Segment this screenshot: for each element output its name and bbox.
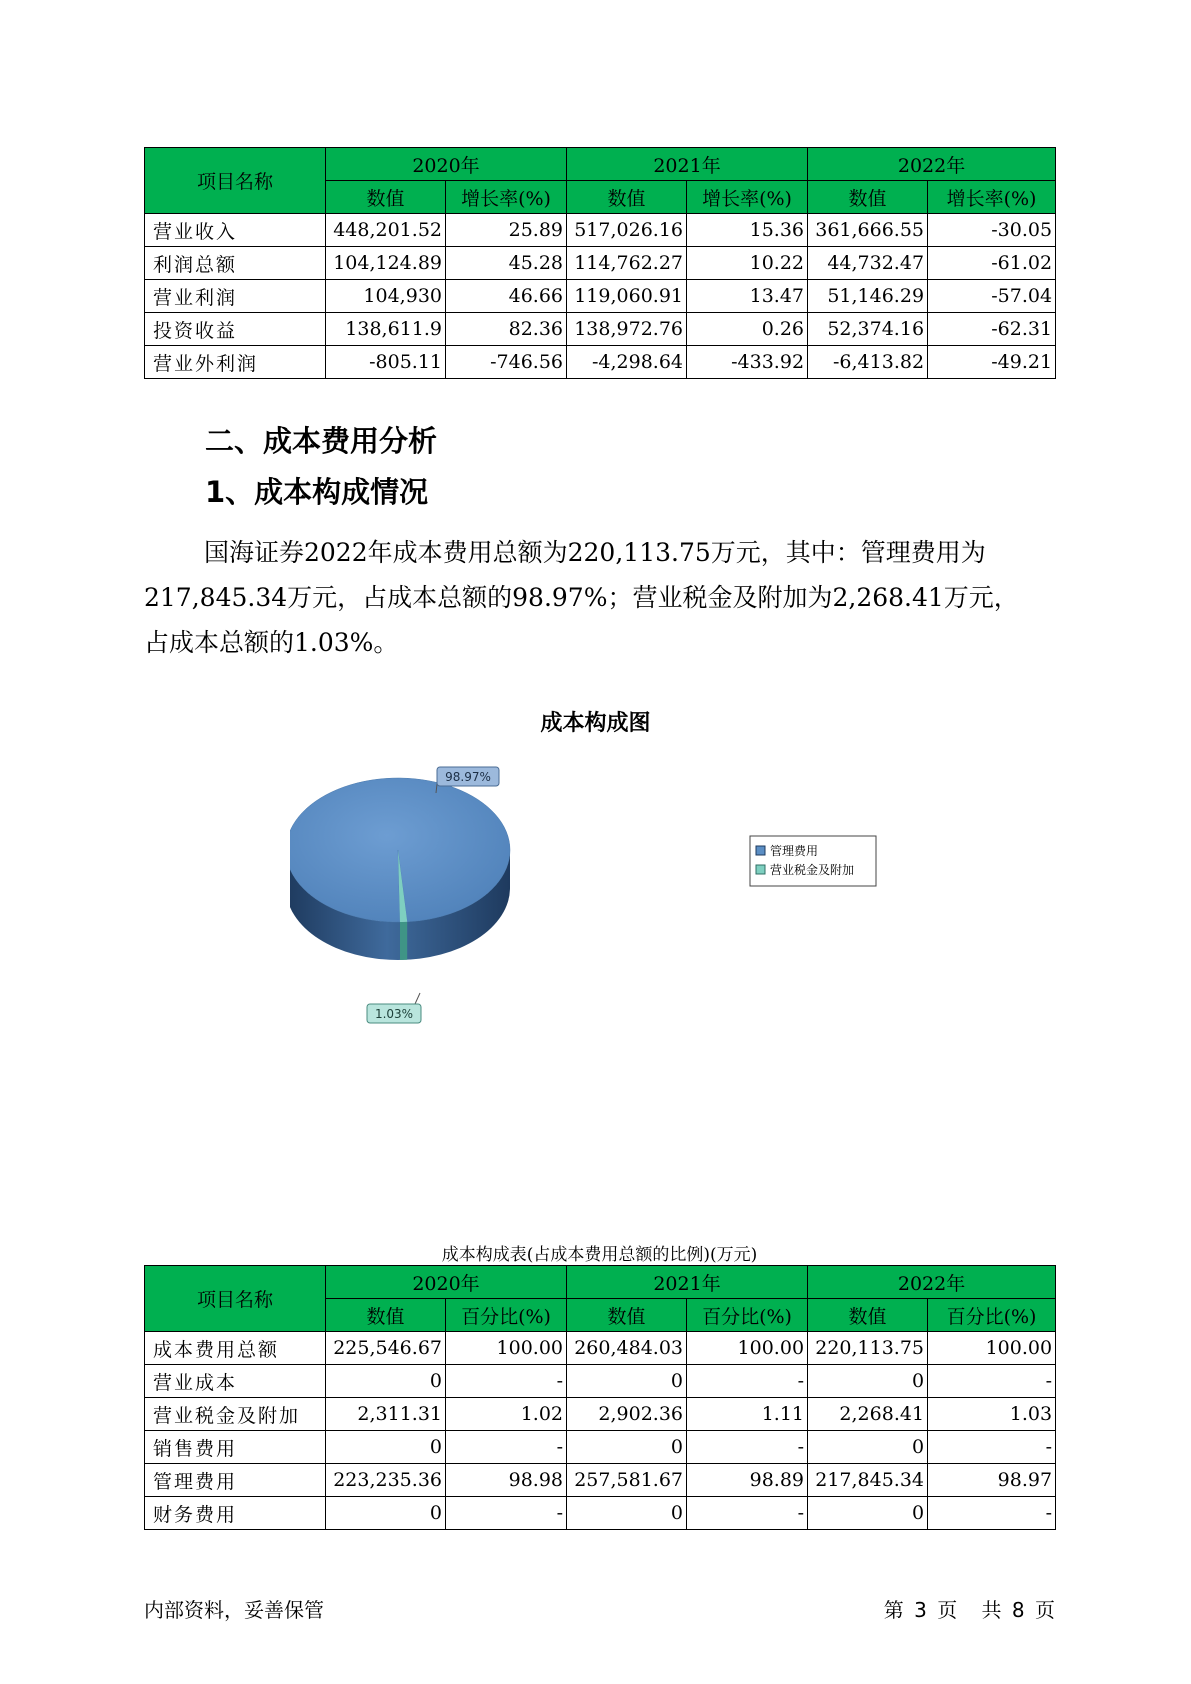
value-subheader: 数值 [808,181,928,214]
paragraph-line: 国海证券2022年成本费用总额为220,113.75万元，其中：管理费用为 [204,538,986,567]
table-cell: 1.02 [446,1398,567,1431]
table-cell: - [928,1431,1056,1464]
table-cell: -49.21 [928,346,1056,379]
row-label: 财务费用 [145,1497,326,1530]
value-subheader: 数值 [567,1299,687,1332]
legend-swatch [756,865,765,874]
table-cell: 138,611.9 [326,313,446,346]
row-label: 销售费用 [145,1431,326,1464]
data-label: 1.03% [374,1007,414,1021]
table-row [145,1431,1056,1464]
table-cell: 104,930 [326,280,446,313]
table-cell: 82.36 [446,313,567,346]
table-caption: 成本构成表(占成本费用总额的比例)(万元) [441,1245,758,1265]
table-row [145,313,1056,346]
total-prefix: 共 [981,1598,1002,1622]
table-cell: - [446,1365,567,1398]
table-cell: - [446,1431,567,1464]
rate-subheader: 增长率(%) [446,181,567,214]
legend-label: 管理费用 [770,844,819,858]
legend-label: 营业税金及附加 [770,863,855,877]
table-row [145,1464,1056,1497]
table-cell: -433.92 [687,346,808,379]
item-header: 项目名称 [145,1266,326,1332]
page-number [880,1594,1055,1623]
value-subheader: 数值 [326,1299,446,1332]
table-cell: 0 [808,1431,928,1464]
table-row [145,247,1056,280]
table-cell: 114,762.27 [567,247,687,280]
table-row [145,1497,1056,1530]
table-row [145,1332,1056,1365]
current-page: 3 [914,1598,927,1622]
table-cell: 2,902.36 [567,1398,687,1431]
table-cell: 138,972.76 [567,313,687,346]
legend-swatch [756,846,765,855]
year-header: 2022年 [808,1266,1056,1299]
table-cell: -57.04 [928,280,1056,313]
pie-chart [290,760,910,1030]
table-cell: 220,113.75 [808,1332,928,1365]
table-row [145,1398,1056,1431]
table-cell: 2,311.31 [326,1398,446,1431]
table-cell: 225,546.67 [326,1332,446,1365]
table-cell: 0 [808,1365,928,1398]
table-cell: 51,146.29 [808,280,928,313]
table-cell: 0 [326,1431,446,1464]
value-subheader: 数值 [567,181,687,214]
row-label: 营业税金及附加 [145,1398,326,1431]
table-cell: 25.89 [446,214,567,247]
table-cell: 257,581.67 [567,1464,687,1497]
data-label: 98.97% [445,770,491,784]
table-cell: 44,732.47 [808,247,928,280]
row-label: 成本费用总额 [145,1332,326,1365]
row-label: 营业外利润 [145,346,326,379]
item-header: 项目名称 [145,148,326,214]
row-label: 营业成本 [145,1365,326,1398]
sub-heading: 1、成本构成情况 [205,475,429,509]
table-cell: 13.47 [687,280,808,313]
table-cell: 104,124.89 [326,247,446,280]
page-unit: 页 [937,1598,958,1622]
table-cell: 2,268.41 [808,1398,928,1431]
table-row [145,346,1056,379]
table-cell: 119,060.91 [567,280,687,313]
table-cell: -746.56 [446,346,567,379]
table-cell: 217,845.34 [808,1464,928,1497]
table-row [145,1365,1056,1398]
row-label: 投资收益 [145,313,326,346]
profit-table [144,147,1056,379]
table-cell: 361,666.55 [808,214,928,247]
rate-subheader: 增长率(%) [687,181,808,214]
total-suffix: 页 [1035,1598,1055,1622]
table-row [145,280,1056,313]
table-cell: 98.98 [446,1464,567,1497]
section-heading: 二、成本费用分析 [205,424,438,458]
row-label: 营业收入 [145,214,326,247]
table-cell: -61.02 [928,247,1056,280]
value-subheader: 数值 [808,1299,928,1332]
row-label: 管理费用 [145,1464,326,1497]
cost-table [144,1265,1056,1530]
table-cell: 448,201.52 [326,214,446,247]
pie-slice-side [400,922,407,960]
table-cell: - [687,1365,808,1398]
table-cell: 100.00 [446,1332,567,1365]
paragraph-line: 占成本总额的1.03%。 [144,628,399,657]
footer-note: 内部资料，妥善保管 [144,1598,324,1622]
year-header: 2021年 [567,148,808,181]
table-cell: -62.31 [928,313,1056,346]
table-cell: 45.28 [446,247,567,280]
table-cell: - [928,1497,1056,1530]
table-cell: - [446,1497,567,1530]
table-cell: -805.11 [326,346,446,379]
table-cell: 46.66 [446,280,567,313]
table-cell: 98.89 [687,1464,808,1497]
table-cell: -4,298.64 [567,346,687,379]
table-cell: 100.00 [687,1332,808,1365]
table-cell: 15.36 [687,214,808,247]
table-cell: - [687,1497,808,1530]
value-subheader: 数值 [326,181,446,214]
table-cell: 0.26 [687,313,808,346]
leader-line [415,993,420,1004]
total-pages: 8 [1011,1598,1025,1622]
table-cell: - [687,1431,808,1464]
table-cell: 517,026.16 [567,214,687,247]
year-header: 2021年 [567,1266,808,1299]
pct-subheader: 百分比(%) [687,1299,808,1332]
table-cell: 0 [808,1497,928,1530]
table-cell: 10.22 [687,247,808,280]
table-cell: 1.03 [928,1398,1056,1431]
table-cell: 1.11 [687,1398,808,1431]
row-label: 利润总额 [145,247,326,280]
table-cell: 100.00 [928,1332,1056,1365]
table-cell: 0 [326,1497,446,1530]
table-cell: 260,484.03 [567,1332,687,1365]
year-header: 2020年 [326,1266,567,1299]
table-cell: 98.97 [928,1464,1056,1497]
table-cell: 0 [567,1365,687,1398]
chart-title: 成本构成图 [540,711,651,736]
summary-paragraph [144,530,1055,665]
table-cell: - [928,1365,1056,1398]
table-cell: -30.05 [928,214,1056,247]
table-cell: -6,413.82 [808,346,928,379]
page-prefix: 第 [883,1598,904,1622]
year-header: 2022年 [808,148,1056,181]
row-label: 营业利润 [145,280,326,313]
rate-subheader: 增长率(%) [928,181,1056,214]
paragraph-line: 217,845.34万元，占成本总额的98.97%；营业税金及附加为2,268.41万元， [144,583,1019,612]
pct-subheader: 百分比(%) [446,1299,567,1332]
table-cell: 223,235.36 [326,1464,446,1497]
table-cell: 0 [567,1497,687,1530]
table-row [145,214,1056,247]
year-header: 2020年 [326,148,567,181]
pct-subheader: 百分比(%) [928,1299,1056,1332]
table-cell: 0 [326,1365,446,1398]
table-cell: 52,374.16 [808,313,928,346]
table-cell: 0 [567,1431,687,1464]
